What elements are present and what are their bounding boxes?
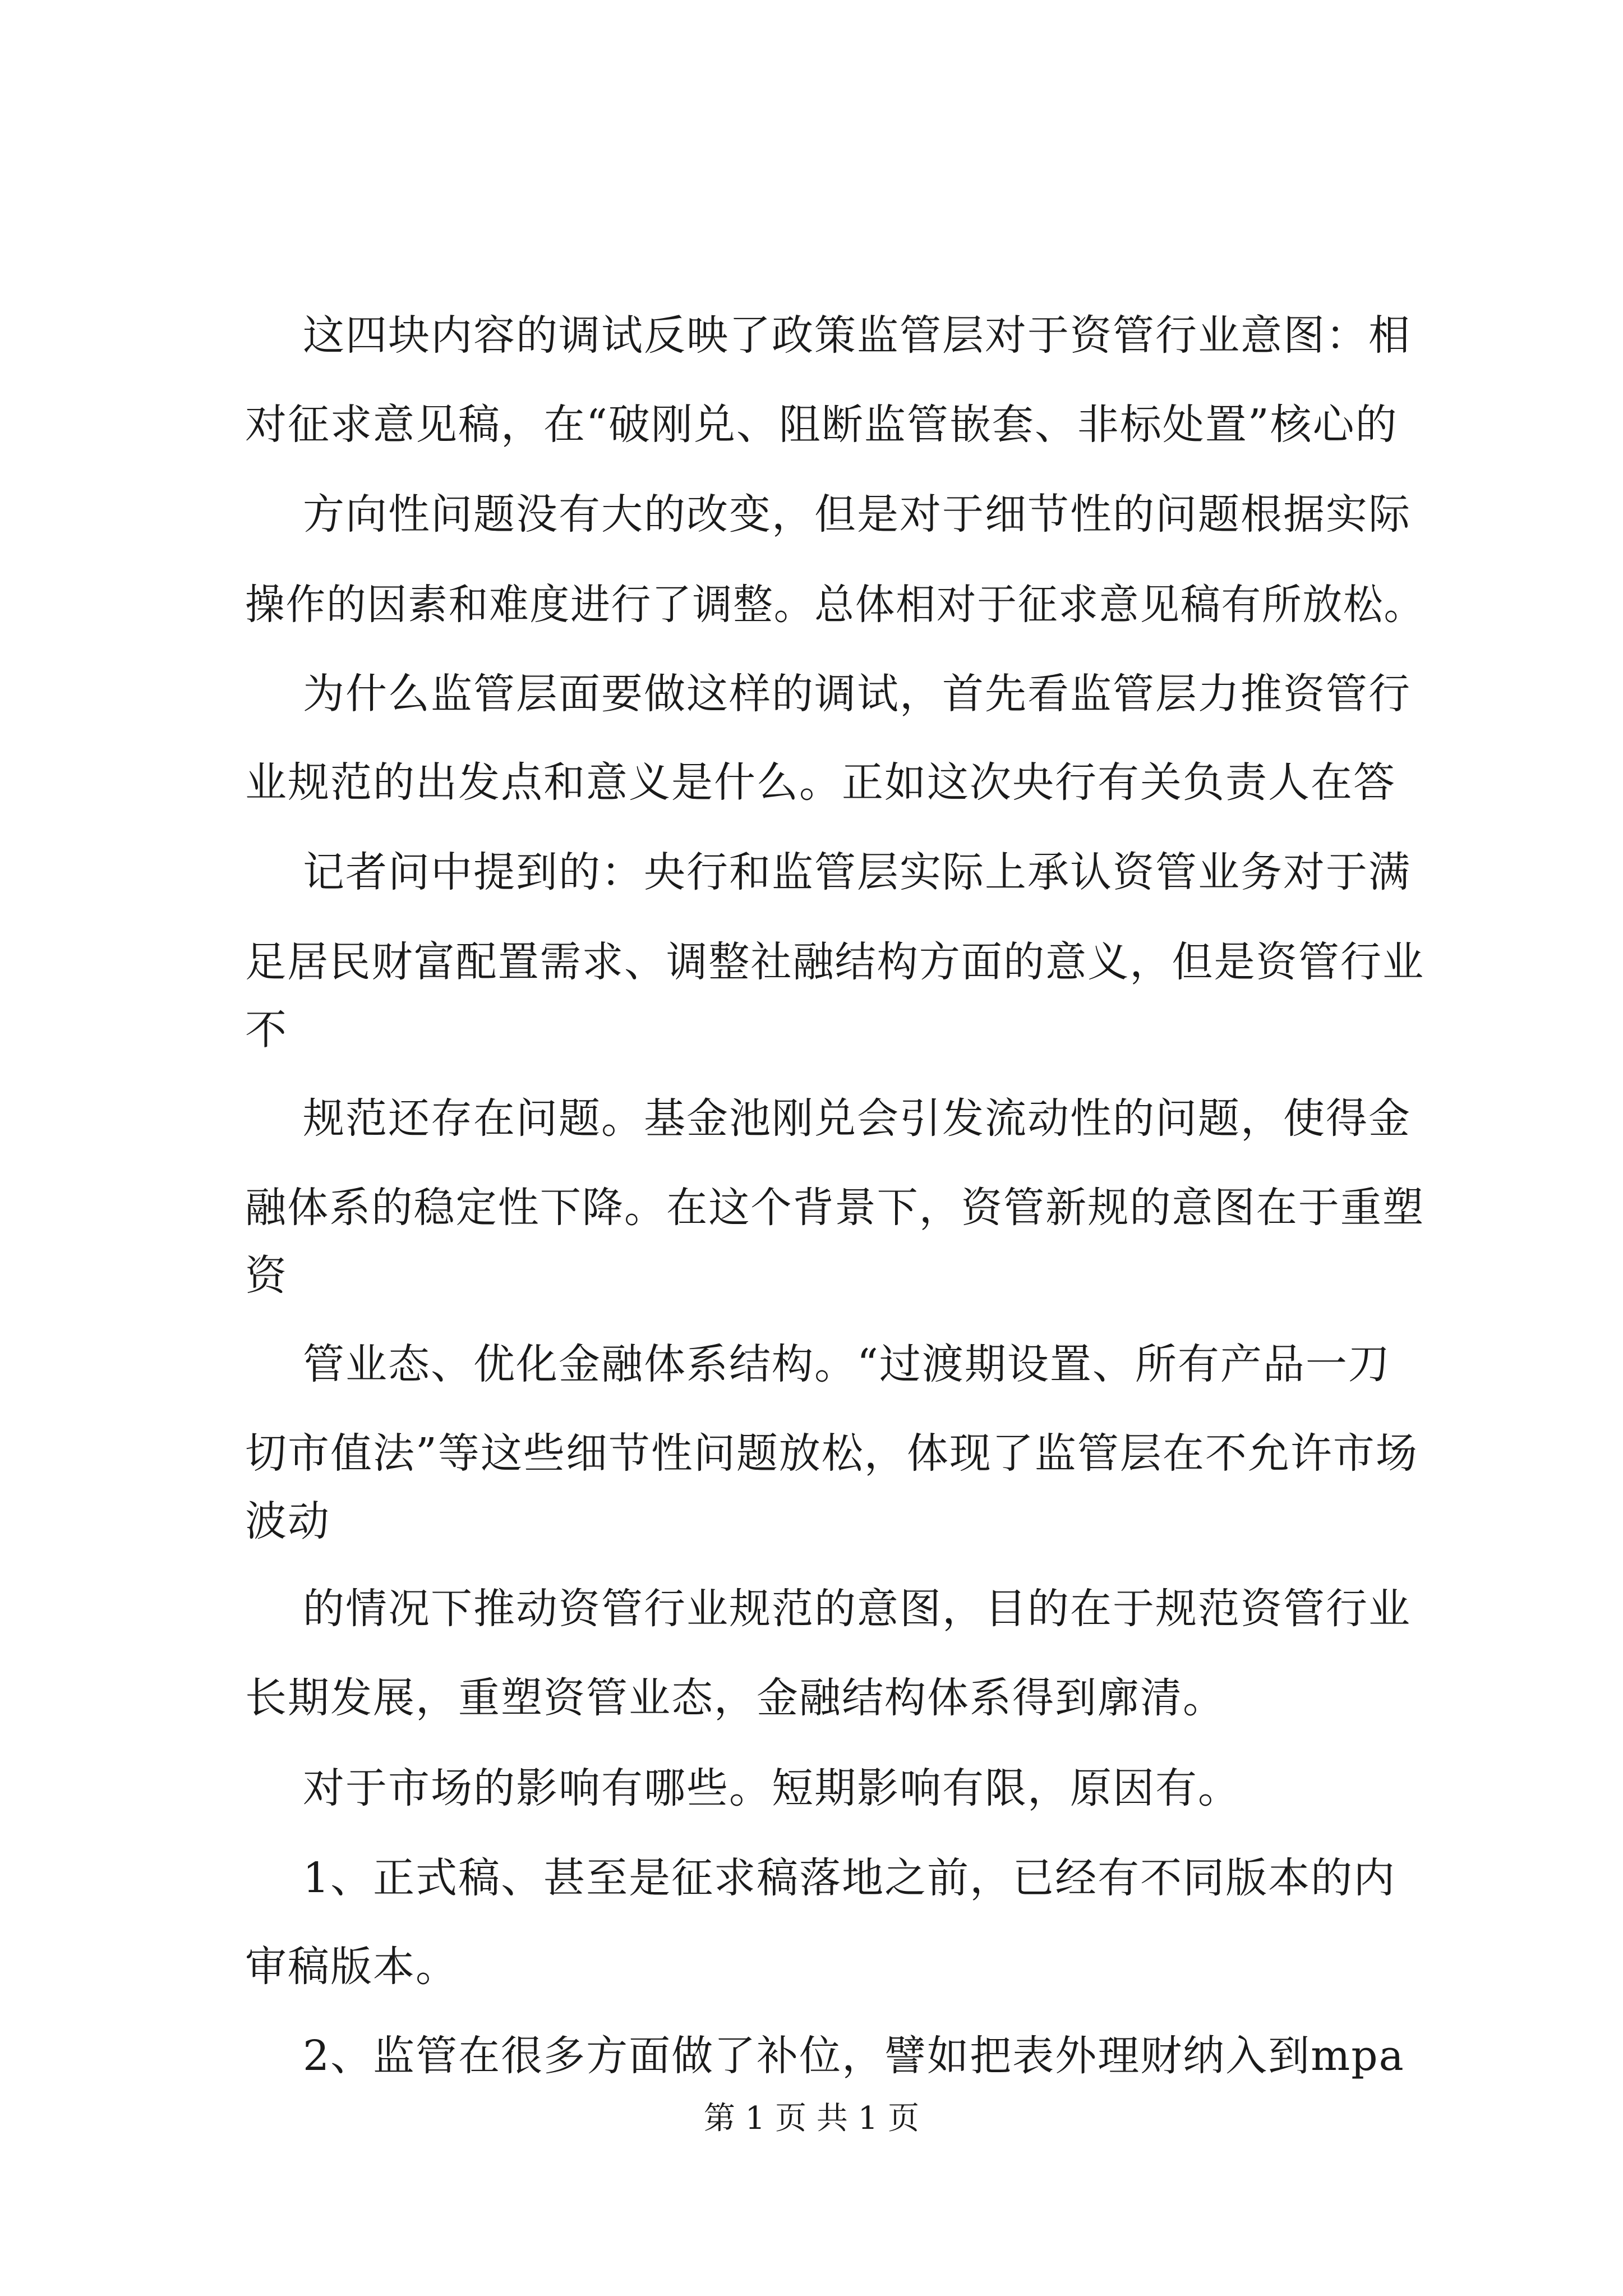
text-line: 对征求意见稿，在“破刚兑、阻断监管嵌套、非标处置”核心的 [245, 401, 1398, 449]
text-line: 不 [245, 1006, 288, 1054]
text-line: 对于市场的影响有哪些。短期影响有限，原因有。 [303, 1764, 1241, 1812]
text-line: 这四块内容的调试反映了政策监管层对于资管行业意图：相 [303, 311, 1411, 360]
text-line: 管业态、优化金融体系结构。“过渡期设置、所有产品一刀 [303, 1340, 1391, 1388]
text-line: 融体系的稳定性下降。在这个背景下，资管新规的意图在于重塑 [245, 1184, 1425, 1232]
text-line: 操作的因素和难度进行了调整。总体相对于征求意见稿有所放松。 [245, 581, 1425, 629]
text-line: 1、正式稿、甚至是征求稿落地之前，已经有不同版本的内 [303, 1854, 1396, 1902]
text-line: 审稿版本。 [245, 1943, 458, 1991]
page-footer: 第 1 页 共 1 页 [703, 2100, 920, 2137]
text-line: 长期发展，重塑资管业态，金融结构体系得到廓清。 [245, 1674, 1225, 1722]
text-line: 足居民财富配置需求、调整社融结构方面的意义，但是资管行业 [245, 938, 1425, 986]
text-line: 波动 [245, 1497, 330, 1545]
text-line: 规范还存在问题。基金池刚兑会引发流动性的问题，使得金 [303, 1094, 1411, 1143]
text-line: 为什么监管层面要做这样的调试，首先看监管层力推资管行 [303, 670, 1411, 718]
text-line: 记者问中提到的：央行和监管层实际上承认资管业务对于满 [303, 848, 1411, 896]
text-line: 方向性问题没有大的改变，但是对于细节性的问题根据实际 [303, 490, 1411, 539]
text-line: 业规范的出发点和意义是什么。正如这次央行有关负责人在答 [245, 758, 1396, 807]
text-line: 切市值法”等这些细节性问题放松，体现了监管层在不允许市场 [245, 1429, 1418, 1478]
text-line: 资 [245, 1251, 288, 1300]
text-line: 2、监管在很多方面做了补位，譬如把表外理财纳入到mpa [303, 2032, 1405, 2080]
text-line: 的情况下推动资管行业规范的意图，目的在于规范资管行业 [303, 1585, 1411, 1633]
